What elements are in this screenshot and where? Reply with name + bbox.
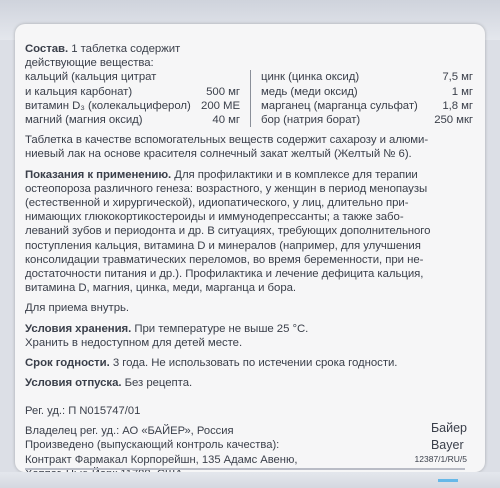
composition-intro: 1 таблетка содержит [68, 43, 181, 55]
composition-intro-line2: действующие вещества: [25, 57, 154, 70]
package-bottom-edge [0, 472, 500, 488]
dispensing-section [25, 376, 475, 390]
ingredient-name: кальций (кальция цитрат [25, 71, 157, 84]
storage-text: При температуре не выше 25 °С. [131, 322, 309, 335]
ingredient-row [25, 99, 250, 113]
ingredient-name: медь (меди оксид) [261, 85, 358, 98]
composition-right-column [250, 70, 475, 127]
ingredient-row [25, 85, 250, 99]
ingredient-row [261, 70, 475, 84]
manufacturer-heading: Произведено (выпускающий контроль качества): [25, 439, 280, 452]
brand-name-latin: Bayer [430, 438, 464, 452]
ingredient-row [261, 113, 475, 127]
composition-table [25, 70, 475, 127]
ingredient-name: витамин D₃ (колекальциферол) [25, 99, 191, 112]
excipients-line: Таблетка в качестве вспомогательных веществ содержит сахарозу и алюми- [25, 134, 429, 147]
ingredient-name: и кальция карбонат) [25, 85, 133, 98]
composition-section [25, 42, 475, 162]
brand-name-cyrillic: Байер [430, 421, 467, 435]
accent-stripe [438, 479, 458, 482]
ingredient-value: 250 мкг [434, 114, 473, 127]
composition-left-column [25, 70, 250, 127]
route-text: Для приема внутрь. [25, 302, 130, 315]
ingredient-value: 200 МЕ [201, 99, 240, 112]
dispensing-text: Без рецепта. [121, 377, 193, 390]
ingredient-name: марганец (марганца сульфат) [261, 99, 418, 112]
shelf-life-heading: Срок годности. [25, 357, 110, 370]
ingredient-row [261, 99, 475, 113]
brand-name [431, 420, 467, 454]
ingredient-name: бор (натрия борат) [261, 114, 361, 127]
ingredient-value: 40 мг [212, 114, 240, 127]
registration-number: Рег. уд.: П N015747/01 [25, 405, 141, 417]
indications-line: консолидации травматических переломов, во время беременности, при не- [25, 253, 424, 266]
indications-line: витамина D, магния, цинка, меди, марганца и бора. [25, 282, 297, 295]
composition-heading: Состав. [25, 43, 69, 55]
ingredient-name: магний (магния оксид) [25, 114, 143, 127]
indications-line: достаточности питания и др.). Профилактика и лечение дефицита кальция, [25, 268, 424, 281]
indications-line: Для профилактики и в комплексе для терапии [171, 168, 418, 181]
indications-line: леваний зубов и периодонта и др. В ситуациях, требующих дополнительного [25, 225, 431, 238]
registration-owner: Владелец рег. уд.: АО «БАЙЕР», Россия [25, 425, 234, 438]
excipients-text [25, 133, 475, 161]
indications-line: нимающих глюкокортикостероиды и иммунодепрессанты; а также забо- [25, 211, 404, 224]
ingredient-value: 500 мг [206, 85, 240, 98]
ingredient-row [261, 85, 475, 99]
indications-line: (естественной и хирургической), идиопатического, у лиц, длительно при- [25, 197, 409, 210]
ingredient-value: 7,5 мг [442, 71, 473, 84]
ingredient-value: 1,8 мг [442, 99, 473, 112]
ingredient-name: цинк (цинка оксид) [261, 71, 360, 84]
storage-line2: Хранить в недоступном для детей месте. [25, 336, 243, 349]
storage-section [25, 322, 475, 350]
label-text [25, 42, 475, 390]
dispensing-heading: Условия отпуска. [25, 377, 122, 390]
manufacturer-address: Контракт Фармакал Корпорейшн, 135 Адамс Авеню, [25, 453, 298, 466]
package-panel [15, 24, 485, 472]
indications-section [25, 168, 475, 296]
indications-line: остеопороза различного генеза: возрастного, у женщин в период менопаузы [25, 182, 428, 195]
package-code: 12387/1/RU/5 [414, 454, 467, 464]
shelf-life-section [25, 356, 475, 370]
excipients-line: ниевый лак на основе красителя солнечный закат желтый (Желтый № 6). [25, 148, 412, 161]
shelf-life-text: 3 года. Не использовать по истечении срока годности. [109, 357, 398, 370]
storage-heading: Условия хранения. [25, 322, 132, 335]
indications-heading: Показания к применению. [25, 168, 172, 181]
package-fold-line [25, 468, 465, 470]
ingredient-row [25, 113, 250, 127]
ingredient-value: 1 мг [451, 85, 473, 98]
indications-line: поступления кальция, витамина D и минералов (например, для улучшения [25, 239, 421, 252]
